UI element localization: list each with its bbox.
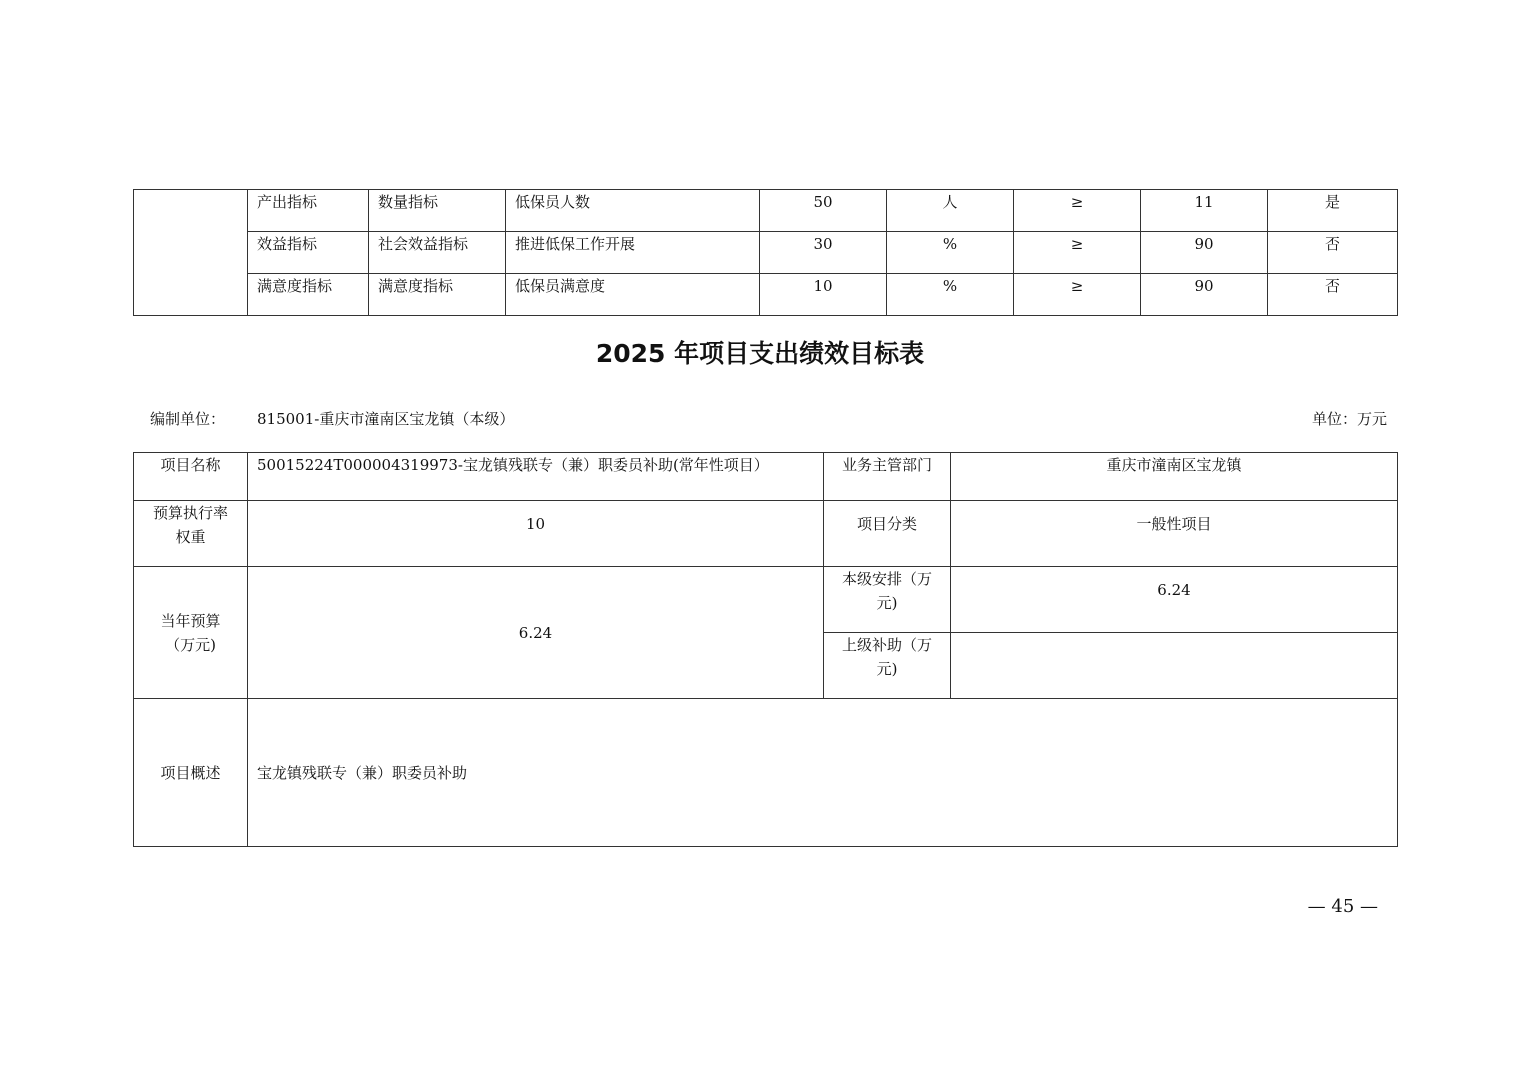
upper-label (824, 633, 951, 699)
table-cell: 是 (1268, 190, 1398, 232)
exec-rate-label (134, 501, 248, 567)
project-name-value: 50015224T000004319973-宝龙镇残联专（兼）职委员补助(常年性项目） (248, 453, 824, 501)
org-label: 编制单位： (150, 410, 226, 428)
table-cell: 否 (1268, 274, 1398, 316)
project-name-label: 项目名称 (134, 453, 248, 501)
budget-label-line1: 当年预算 (160, 611, 221, 630)
table-cell: % (887, 232, 1014, 274)
table-row (134, 501, 1398, 567)
table-row (134, 567, 1398, 633)
indicator-table (133, 189, 1398, 316)
table-cell: 30 (760, 232, 887, 274)
dept-label: 业务主管部门 (824, 453, 951, 501)
upper-label-line1: 上级补助（万 (841, 636, 932, 654)
table-cell: 10 (760, 274, 887, 316)
upper-label-line2: 元) (876, 660, 898, 678)
table-row (134, 699, 1398, 847)
table-row (134, 274, 1398, 316)
exec-rate-label-line1: 预算执行率 (152, 504, 228, 522)
table-cell: ≥ (1014, 232, 1141, 274)
table-cell: 人 (887, 190, 1014, 232)
local-label-line1: 本级安排（万 (841, 570, 932, 588)
category-value: 一般性项目 (951, 501, 1398, 567)
project-table (133, 452, 1398, 847)
table-cell: % (887, 274, 1014, 316)
unit-label: 单位：万元 (1311, 410, 1387, 428)
summary-label: 项目概述 (134, 699, 248, 847)
page-title: 2025 年项目支出绩效目标表 (595, 339, 925, 368)
table-cell: 否 (1268, 232, 1398, 274)
table-cell: 社会效益指标 (369, 232, 506, 274)
table-cell: 90 (1141, 232, 1268, 274)
budget-value: 6.24 (248, 567, 824, 699)
table-cell: ≥ (1014, 190, 1141, 232)
table-row (134, 190, 1398, 232)
table-cell: 50 (760, 190, 887, 232)
budget-label (134, 567, 248, 699)
upper-value (951, 633, 1398, 699)
table-row (134, 453, 1398, 501)
local-label-line2: 元) (876, 594, 898, 612)
table-cell: 满意度指标 (369, 274, 506, 316)
table-cell: 数量指标 (369, 190, 506, 232)
table-cell: 满意度指标 (248, 274, 369, 316)
table-cell: 90 (1141, 274, 1268, 316)
empty-cell (134, 190, 248, 316)
summary-value: 宝龙镇残联专（兼）职委员补助 (248, 699, 1398, 847)
table-cell: 11 (1141, 190, 1268, 232)
dept-value: 重庆市潼南区宝龙镇 (951, 453, 1398, 501)
table-cell: ≥ (1014, 274, 1141, 316)
budget-label-line2: （万元) (165, 635, 216, 654)
table-cell: 低保员满意度 (506, 274, 760, 316)
local-value: 6.24 (951, 567, 1398, 633)
table-cell: 效益指标 (248, 232, 369, 274)
table-cell: 推进低保工作开展 (506, 232, 760, 274)
table-cell: 低保员人数 (506, 190, 760, 232)
local-label (824, 567, 951, 633)
table-cell: 产出指标 (248, 190, 369, 232)
page-number: — 45 — (1307, 896, 1378, 917)
category-label: 项目分类 (824, 501, 951, 567)
table-row (134, 232, 1398, 274)
exec-rate-value: 10 (248, 501, 824, 567)
exec-rate-label-line2: 权重 (175, 528, 206, 546)
org-value: 815001-重庆市潼南区宝龙镇（本级） (257, 410, 515, 428)
